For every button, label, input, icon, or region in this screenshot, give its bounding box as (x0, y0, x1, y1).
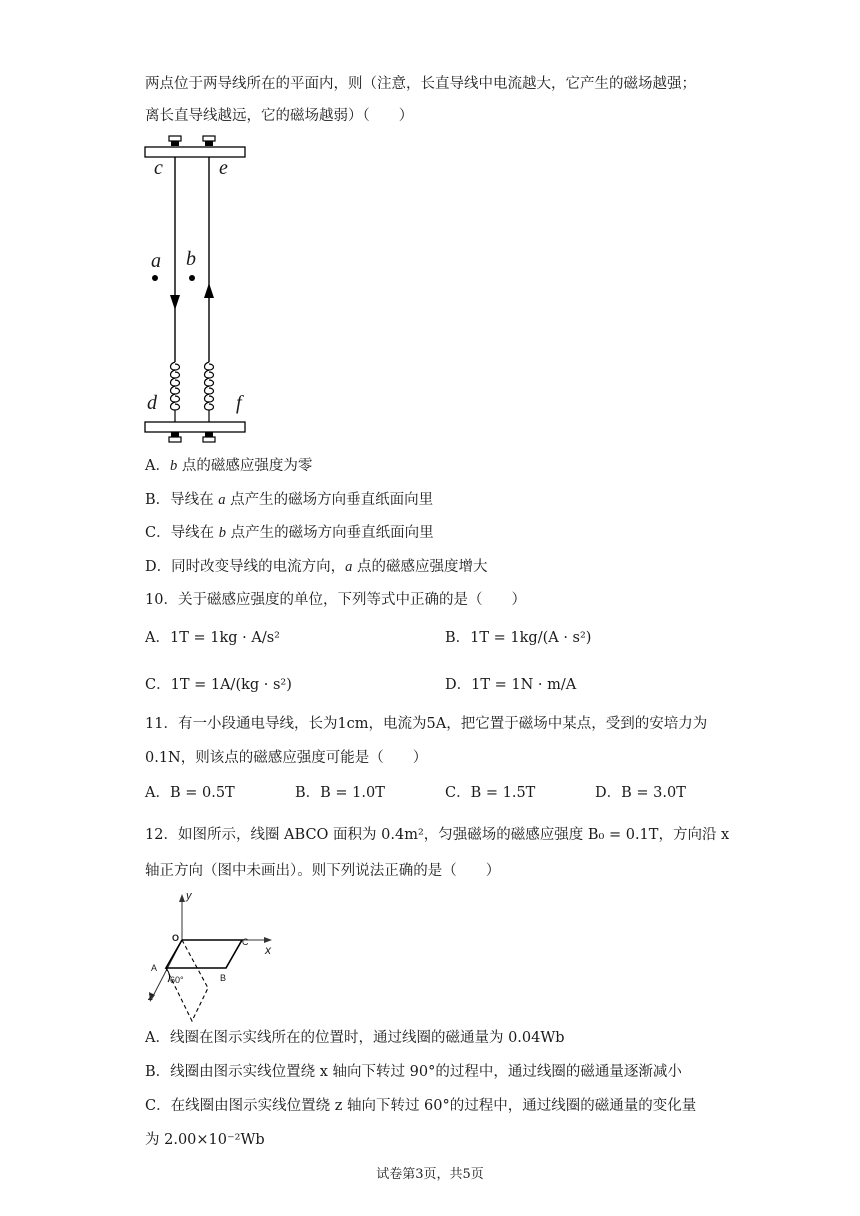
q12-label-angle: 60° (170, 975, 184, 985)
q11-stem-line2: 0.1N，则该点的磁感应强度可能是（ ） (145, 750, 428, 766)
q9-stem-line2: 离长直导线越远，它的磁场越弱）（ ） (145, 108, 414, 124)
q9-option-c-text: 点产生的磁场方向垂直纸面向里 (225, 525, 434, 541)
q12-label-o: O (172, 933, 180, 943)
q9-label-a: a (151, 250, 161, 272)
q9-label-f: f (236, 392, 242, 414)
q9-option-a[interactable] (145, 456, 312, 476)
q12-stem-line1: 12．如图所示，线圈 ABCO 面积为 0.4m²，匀强磁场的磁感应强度 B₀ = 0.1T，方向沿 x (145, 827, 730, 843)
q10-option-d[interactable]: D．1T = 1N · m/A (445, 677, 577, 693)
q9-option-c[interactable] (145, 523, 434, 543)
q12-option-c-line2[interactable]: 为 2.00×10⁻²Wb (145, 1132, 265, 1148)
q9-option-c-var: b (218, 525, 226, 541)
q9-option-d-var: a (345, 559, 353, 575)
q12-option-a[interactable]: A．线圈在图示实线所在的位置时，通过线圈的磁通量为 0.04Wb (145, 1030, 565, 1046)
q9-option-a-text: 点的磁感应强度为零 (177, 458, 313, 474)
q9-stem-line1: 两点位于两导线所在的平面内，则（注意，长直导线中电流越大，它产生的磁场越强； (145, 76, 696, 92)
q11-option-c[interactable]: C．B = 1.5T (445, 785, 536, 801)
q12-label-x: x (265, 943, 271, 957)
q12-label-b: B (220, 973, 227, 983)
q10-option-c[interactable]: C．1T = 1A/(kg · s²) (145, 677, 292, 693)
q12-option-c-line1[interactable]: C．在线圈由图示实线位置绕 z 轴向下转过 60°的过程中，通过线圈的磁通量的变化量 (145, 1098, 697, 1114)
q12-label-z: z (148, 991, 154, 1003)
q11-option-a[interactable]: A．B = 0.5T (145, 785, 235, 801)
q9-option-b-var: a (218, 492, 226, 508)
q9-option-a-var: b (169, 458, 178, 474)
q10-stem: 10．关于磁感应强度的单位，下列等式中正确的是（ ） (145, 592, 526, 608)
q9-option-b-text: 点产生的磁场方向垂直纸面向里 (225, 492, 434, 508)
q12-stem-line2: 轴正方向（图中未画出）。则下列说法正确的是（ ） (145, 863, 501, 879)
q10-option-b[interactable]: B．1T = 1kg/(A · s²) (445, 630, 592, 646)
q12-label-c: C (242, 937, 249, 947)
q9-label-c: c (154, 157, 163, 179)
page-footer: 试卷第3页，共5页 (376, 1167, 484, 1182)
q9-label-e: e (219, 157, 228, 179)
q10-option-a[interactable]: A．1T = 1kg · A/s² (145, 630, 280, 646)
q9-option-b[interactable] (145, 490, 433, 510)
q9-option-a-prefix: A． (145, 458, 170, 474)
q12-label-y: y (186, 890, 192, 902)
q9-label-b: b (186, 248, 196, 270)
q9-label-d: d (147, 392, 157, 414)
q12-label-a: A (151, 963, 158, 973)
q11-option-d[interactable]: D．B = 3.0T (595, 785, 686, 801)
q9-option-d-text: 点的磁感应强度增大 (352, 559, 488, 575)
q9-option-b-prefix: B．导线在 (145, 492, 219, 508)
q9-option-d[interactable] (145, 557, 487, 577)
q9-option-c-prefix: C．导线在 (145, 525, 219, 541)
q12-option-b[interactable]: B．线圈由图示实线位置绕 x 轴向下转过 90°的过程中，通过线圈的磁通量逐渐减小 (145, 1064, 682, 1080)
q9-option-d-prefix: D．同时改变导线的电流方向， (145, 559, 346, 575)
q11-option-b[interactable]: B．B = 1.0T (295, 785, 385, 801)
q11-stem-line1: 11．有一小段通电导线，长为1cm，电流为5A，把它置于磁场中某点，受到的安培力为 (145, 716, 708, 732)
